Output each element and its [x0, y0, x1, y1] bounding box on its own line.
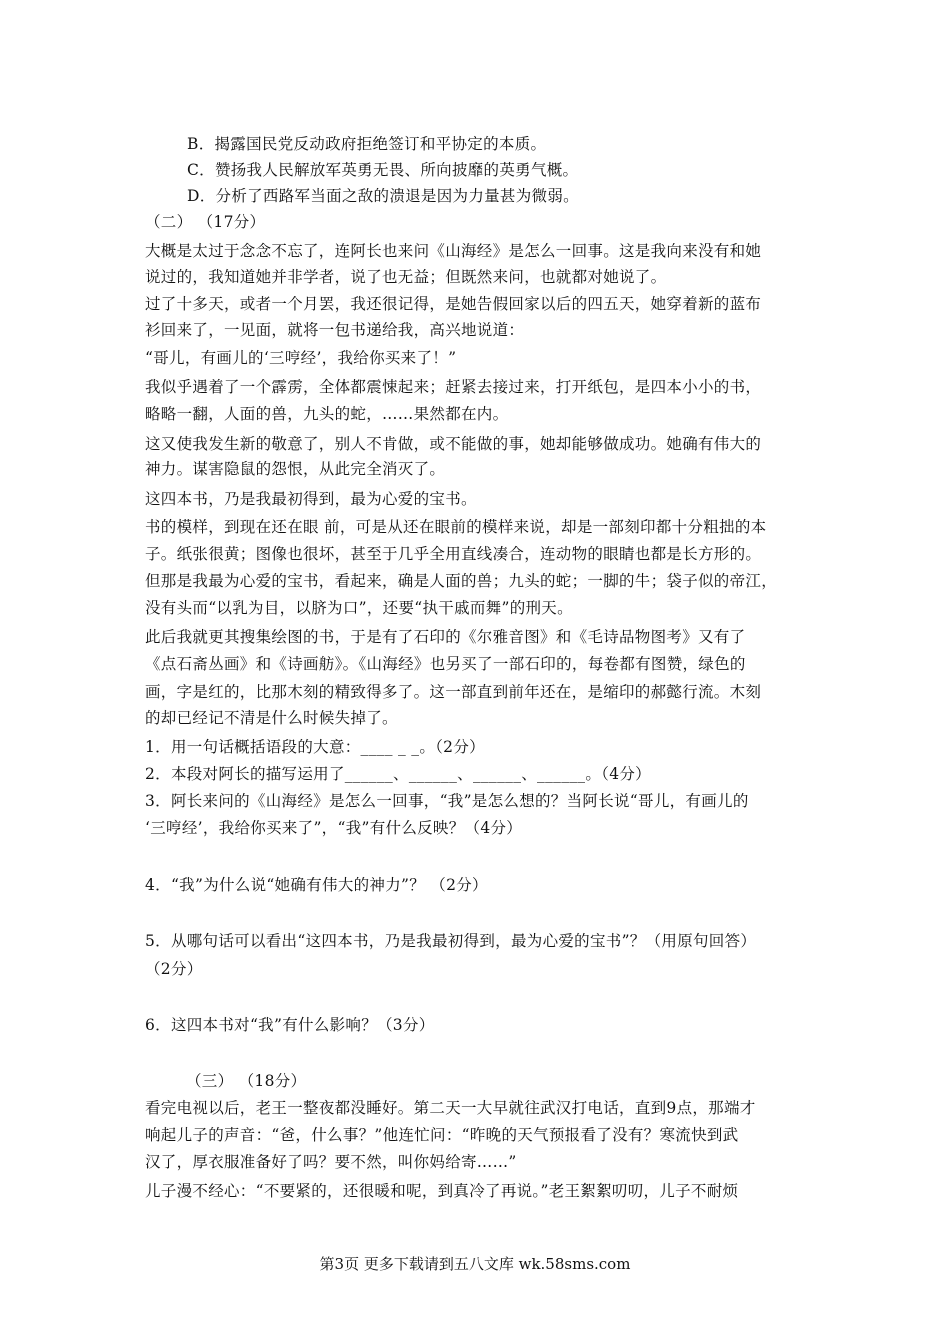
paragraph-line: 的却已经记不清是什么时候失掉了。 — [145, 709, 398, 727]
question-2: 2．本段对阿长的描写运用了______、______、______、______。（4分） — [145, 765, 651, 783]
paragraph-line: 此后我就更其搜集绘图的书，于是有了石印的《尔雅音图》和《毛诗品物图考》又有了 — [145, 628, 746, 646]
paragraph-line: 神力。谋害隐鼠的怨恨，从此完全消灭了。 — [145, 460, 446, 478]
question-3-continued: ‘三哼经’，我给你买来了”，“我”有什么反映？（4分） — [145, 819, 523, 837]
paragraph-line: 《点石斋丛画》和《诗画舫》。《山海经》也另买了一部石印的，每卷都有图赞，绿色的 — [145, 655, 746, 673]
section-3-header: （三） （18分） — [186, 1072, 307, 1090]
paragraph-line: 我似乎遇着了一个霹雳，全体都震悚起来；赶紧去接过来，打开纸包，是四本小小的书， — [145, 378, 762, 396]
paragraph-line: 看完电视以后，老王一整夜都没睡好。第二天一大早就往武汉打电话，直到9点，那端才 — [145, 1099, 756, 1117]
option-d: D．分析了西路军当面之敌的溃退是因为力量甚为微弱。 — [187, 187, 579, 205]
question-5: 5．从哪句话可以看出“这四本书，乃是我最初得到，最为心爱的宝书”？（用原句回答） — [145, 932, 757, 950]
paragraph-line: 大概是太过于念念不忘了，连阿长也来问《山海经》是怎么一回事。这是我向来没有和她 — [145, 242, 762, 260]
paragraph-line: 画，字是红的，比那木刻的精致得多了。这一部直到前年还在，是缩印的郝懿行流。木刻 — [145, 683, 762, 701]
question-6: 6．这四本书对“我”有什么影响？（3分） — [145, 1016, 435, 1034]
paragraph-line: 没有头而“以乳为目，以脐为口”，还要“执干戚而舞”的刑天。 — [145, 599, 573, 617]
paragraph-line: 汉了，厚衣服准备好了吗？要不然，叫你妈给寄……” — [145, 1153, 517, 1171]
paragraph-line: 略略一翻，人面的兽，九头的蛇，……果然都在内。 — [145, 405, 509, 423]
paragraph-line: 说过的，我知道她并非学者，说了也无益；但既然来问，也就都对她说了。 — [145, 268, 667, 286]
paragraph-line: 响起儿子的声音：“爸，什么事？”他连忙问：“昨晚的天气预报看了没有？寒流快到武 — [145, 1126, 739, 1144]
paragraph-line: “哥儿，有画儿的‘三哼经’，我给你买来了！” — [145, 349, 457, 367]
section-2-header: （二） （17分） — [145, 213, 266, 231]
question-3: 3．阿长来问的《山海经》是怎么一回事，“我”是怎么想的？当阿长说“哥儿，有画儿的 — [145, 792, 749, 810]
question-4: 4．“我”为什么说“她确有伟大的神力”？ （2分） — [145, 876, 488, 894]
page-footer: 第3页 更多下载请到五八文库 wk.58sms.com — [319, 1255, 631, 1273]
question-1: 1．用一句话概括语段的大意：____ _ _。（2分） — [145, 738, 485, 756]
paragraph-line: 这又使我发生新的敬意了，别人不肯做，或不能做的事，她却能够做成功。她确有伟大的 — [145, 435, 762, 453]
option-c: C．赞扬我人民解放军英勇无畏、所向披靡的英勇气概。 — [187, 161, 579, 179]
option-b: B．揭露国民党反动政府拒绝签订和平协定的本质。 — [187, 135, 547, 153]
paragraph-line: 衫回来了，一见面，就将一包书递给我，高兴地说道： — [145, 321, 525, 339]
paragraph-line: 但那是我最为心爱的宝书，看起来，确是人面的兽；九头的蛇；一脚的牛；袋子似的帝江， — [145, 572, 778, 590]
paragraph-line: 书的模样，到现在还在眼 前，可是从还在眼前的模样来说，却是一部刻印都十分粗拙的本 — [145, 518, 767, 536]
paragraph-line: 儿子漫不经心：“不要紧的，还很暖和呢，到真冷了再说。”老王絮絮叨叨，儿子不耐烦 — [145, 1182, 739, 1200]
paragraph-line: 过了十多天，或者一个月罢，我还很记得，是她告假回家以后的四五天，她穿着新的蓝布 — [145, 295, 762, 313]
question-5-score: （2分） — [145, 960, 203, 978]
paragraph-line: 子。纸张很黄；图像也很坏，甚至于几乎全用直线凑合，连动物的眼睛也都是长方形的。 — [145, 545, 762, 563]
paragraph-line: 这四本书，乃是我最初得到，最为心爱的宝书。 — [145, 490, 477, 508]
